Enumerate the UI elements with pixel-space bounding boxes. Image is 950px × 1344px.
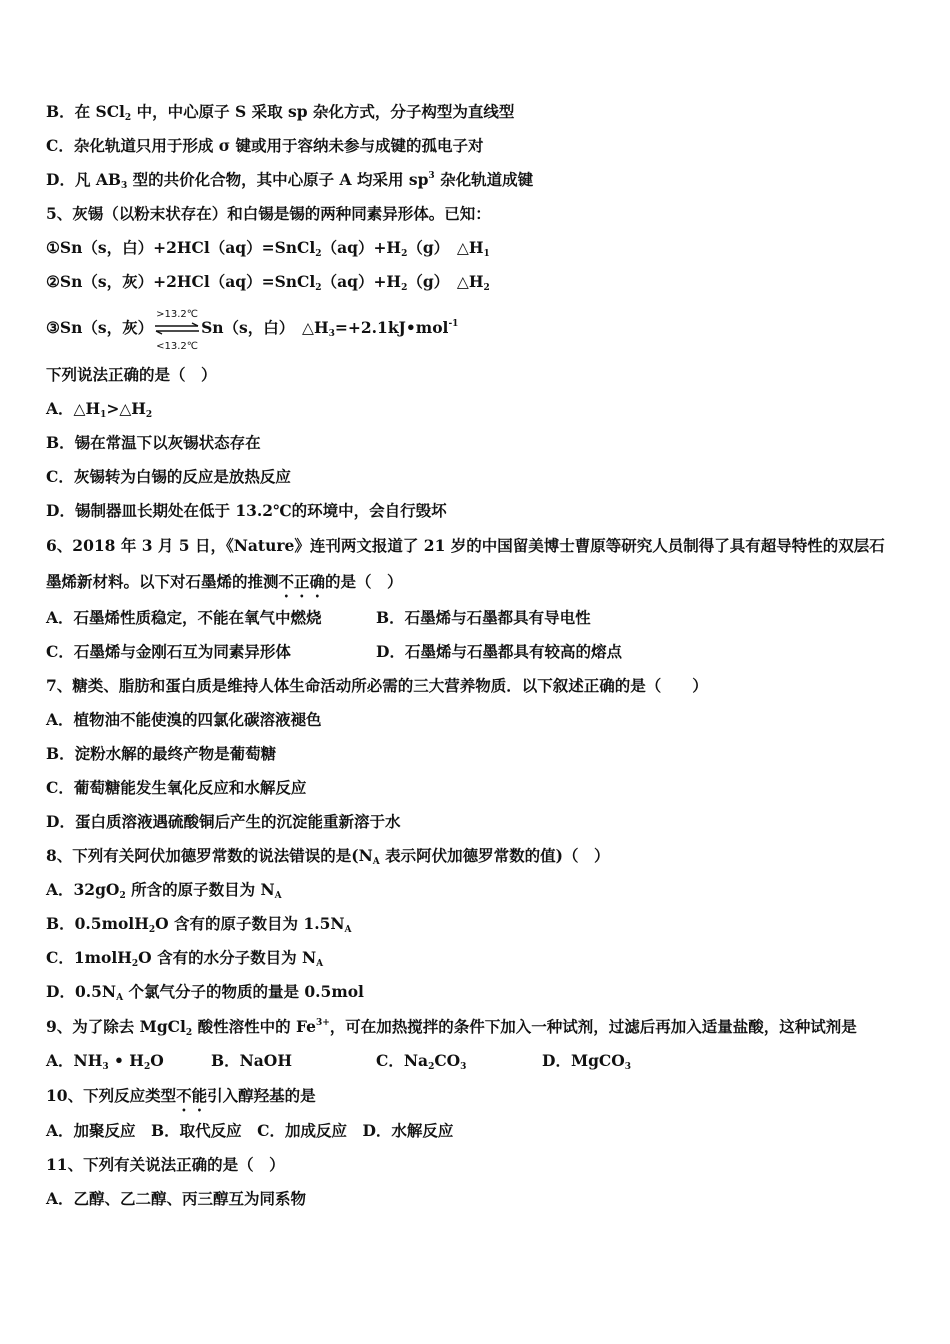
q6-option-b: B．石墨烯与石墨都具有导电性 xyxy=(376,608,591,627)
equilibrium-arrow xyxy=(154,309,200,352)
q11-option-a: A．乙醇、乙二醇、丙三醇互为同系物 xyxy=(46,1189,307,1208)
q7-option-a: A．植物油不能使溴的四氯化碳溶液褪色 xyxy=(46,710,322,729)
emphasis-cannot: 不能 xyxy=(176,1086,208,1105)
q5-reaction-1: ①Sn（s，白）$+2HCl(aq)=SnCl_2(aq)+H_2(g)$ $\triangle H_1$ xyxy=(46,238,490,259)
q8-option-c: C．1molH$_2$O 含有的水分子数目为 $N_A$ xyxy=(46,948,324,969)
q7-option-b: B．淀粉水解的最终产物是葡萄糖 xyxy=(46,744,277,763)
q10-stem: 10、下列反应类型不能引入醇羟基的是 xyxy=(46,1086,316,1105)
q8-stem: 8、下列有关阿伏加德罗常数的说法错误的是($N_A$ 表示阿伏加德罗常数的值)（ ） xyxy=(46,846,610,867)
q9-option-a: A．$NH_3$ • $H_2O$ xyxy=(46,1051,164,1072)
q5-stem: 5、灰锡（以粉末状存在）和白锡是锡的两种同素异形体。已知： xyxy=(46,204,491,223)
q9-option-b: B．NaOH xyxy=(211,1051,292,1070)
emphasis-not-correct: 不正确 xyxy=(278,572,326,591)
prev-option-d: D．凡 $AB_3$ 型的共价化合物，其中心原子 A 均采用 $sp^3$ 杂化轨道成键 xyxy=(46,170,534,191)
q5-option-d: D．锡制器皿长期处在低于 13.2℃的环境中，会自行毁坏 xyxy=(46,501,447,520)
q8-option-b: B．0.5molH$_2$O 含有的原子数目为 $1.5N_A$ xyxy=(46,914,352,935)
q7-option-c: C．葡萄糖能发生氧化反应和水解反应 xyxy=(46,778,307,797)
q9-option-d: D．MgCO$_3$ xyxy=(542,1051,632,1072)
q7-stem: 7、糖类、脂肪和蛋白质是维持人体生命活动所必需的三大营养物质．以下叙述正确的是（ ） xyxy=(46,676,708,695)
q6-option-d: D．石墨烯与石墨都具有较高的熔点 xyxy=(376,642,622,661)
q5-ask: 下列说法正确的是（ ） xyxy=(46,365,217,384)
q6-option-a: A．石墨烯性质稳定，不能在氧气中燃烧 xyxy=(46,608,322,627)
q8-option-a: A．$32gO_2$ 所含的原子数目为 $N_A$ xyxy=(46,880,282,901)
q8-option-d: D．$0.5N_A$ 个氯气分子的物质的量是 0.5mol xyxy=(46,982,364,1003)
condition-above: >13.2℃ xyxy=(156,309,198,320)
prev-option-c: C．杂化轨道只用于形成 σ 键或用于容纳未参与成键的孤电子对 xyxy=(46,136,484,155)
q9-stem: 9、为了除去 MgCl$_2$ 酸性溶性中的 $Fe^{3+}$，可在加热搅拌的条件下加入一种试剂，过滤后再加入适量盐酸，这种试剂是 xyxy=(46,1017,857,1038)
q9-option-c: C．$Na_2CO_3$ xyxy=(376,1051,467,1072)
double-arrow-icon xyxy=(154,322,200,336)
q11-stem: 11、下列有关说法正确的是（ ） xyxy=(46,1155,285,1174)
q6-stem-line1: 6、2018 年 3 月 5 日，《Nature》连刊两文报道了 21 岁的中国留美博士曹原等研究人员制得了具有超导特性的双层石 xyxy=(46,536,885,555)
q6-options-ab xyxy=(46,608,591,628)
q7-option-d: D．蛋白质溶液遇硫酸铜后产生的沉淀能重新溶于水 xyxy=(46,812,401,831)
prev-option-b: B．在 SCl$_2$ 中，中心原子 S 采取 sp 杂化方式，分子构型为直线型 xyxy=(46,102,515,123)
q5-reaction-3: ③Sn（s，灰） >13.2℃ <13.2℃ Sn（s，白） $\triangle H_3=+2.1kJ•mol^{-1}$ xyxy=(46,318,458,339)
q5-reaction-2: ②Sn（s，灰）$+2HCl(aq)=SnCl_2(aq)+H_2(g)$ $\triangle H_2$ xyxy=(46,272,490,293)
condition-below: <13.2℃ xyxy=(156,341,198,352)
q6-stem-line2: 墨烯新材料。以下对石墨烯的推测不正确的是（ ） xyxy=(46,572,403,591)
q10-options: A．加聚反应 B．取代反应 C．加成反应 D．水解反应 xyxy=(46,1121,454,1140)
q5-option-c: C．灰锡转为白锡的反应是放热反应 xyxy=(46,467,291,486)
q6-options-cd xyxy=(46,642,622,662)
q5-option-b: B．锡在常温下以灰锡状态存在 xyxy=(46,433,261,452)
q6-option-c: C．石墨烯与金刚石互为同素异形体 xyxy=(46,642,291,661)
q5-option-a: A．$\triangle H_1>\triangle H_2$ xyxy=(46,399,153,420)
